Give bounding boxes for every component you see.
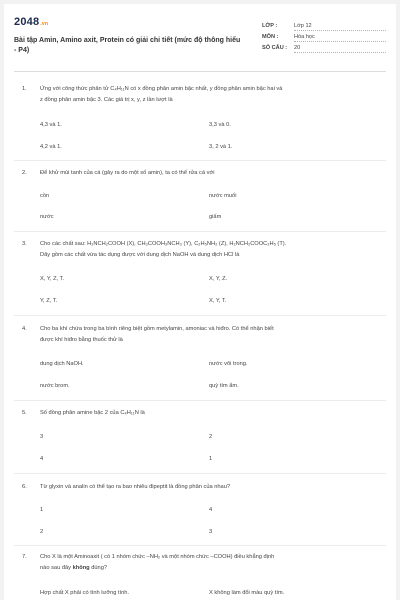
question-stem [40, 239, 386, 261]
question-number: 3. [22, 241, 27, 247]
answer-option[interactable]: 3 [40, 434, 44, 440]
question-stem [40, 552, 386, 574]
answer-option[interactable]: Y, Z, T. [40, 298, 58, 304]
question-separator [14, 545, 386, 546]
answer-option[interactable]: giấm [209, 214, 222, 220]
answer-option[interactable]: 3,3 và 0. [209, 122, 231, 128]
answer-option[interactable]: X, Y, T. [209, 298, 227, 304]
answer-option[interactable]: 4,3 và 1. [40, 122, 62, 128]
stem-line: z đồng phân amin bậc 3. Các giá trị x, y, z lần lượt là [40, 97, 173, 103]
question-separator [14, 231, 386, 232]
question-number: 2. [22, 170, 27, 176]
meta-value: 20 [294, 45, 301, 51]
question-stem [40, 408, 386, 419]
stem-line [40, 563, 386, 574]
answer-option[interactable]: quỳ tím ẩm. [209, 383, 239, 389]
answer-option[interactable]: 4,2 và 1. [40, 144, 62, 150]
meta-value: Hóa học [294, 34, 315, 40]
stem-line: Số đồng phân amine bậc 2 của C₄H₁₁N là [40, 410, 145, 416]
meta-label: SỐ CÂU : [262, 45, 288, 51]
question-number: 7. [22, 554, 27, 560]
answer-option[interactable]: cồn [40, 193, 50, 199]
question-number: 1. [22, 86, 27, 92]
question-stem [40, 324, 386, 346]
answer-option[interactable]: 1 [209, 456, 213, 462]
answer-option[interactable]: X, Y, Z. [209, 276, 228, 282]
meta-underline [294, 41, 386, 42]
answer-option[interactable]: 4 [209, 507, 213, 513]
stem-line: Cho các chất sau: H₂NCH₂COOH (X), CH₃COOH₃NCH₃ (Y), C₂H₅NH₂ (Z), H₂NCH₂COOC₂H₅ (T). [40, 241, 287, 247]
answer-option[interactable]: 2 [209, 434, 213, 440]
stem-text: nào sau đây [40, 565, 73, 571]
meta-label: LỚP : [262, 23, 278, 29]
header-divider [14, 71, 386, 72]
worksheet-title: Bài tập Amin, Amino axit, Protein có giải chi tiết (mức độ thông hiểu - P4) [14, 37, 241, 54]
answer-option[interactable]: X không làm đổi màu quỳ tím. [209, 590, 285, 596]
question-stem [40, 84, 386, 106]
question-stem [40, 168, 386, 179]
logo-text: 2048 [14, 16, 40, 28]
question-separator [14, 160, 386, 161]
answer-option[interactable]: 1 [40, 507, 44, 513]
question-number: 6. [22, 484, 27, 490]
meta-underline [294, 30, 386, 31]
stem-line: Cho ba khí chứa trong ba bình riêng biệt gồm metylamin, amoniac và hiđro. Có thể nhận biết [40, 326, 274, 332]
stem-line: Từ glyxin và analin có thể tạo ra bao nhiêu đipeptit là đồng phân của nhau? [40, 484, 231, 490]
stem-line: Ứng với công thức phân tử C₄H₁₁N có x đồng phân amin bậc nhất, y đồng phân amin bậc hai và [40, 86, 283, 92]
stem-text: đúng? [89, 565, 108, 571]
answer-option[interactable]: X, Y, Z, T. [40, 276, 65, 282]
question-number: 4. [22, 326, 27, 332]
question-stem [40, 482, 386, 493]
question-separator [14, 315, 386, 316]
worksheet-meta [262, 21, 386, 54]
stem-line: Để khử mùi tanh của cá (gây ra do một số amin), ta có thể rửa cá với [40, 170, 215, 176]
answer-option[interactable]: nước muối [209, 193, 237, 199]
worksheet-page [4, 4, 396, 600]
stem-line: Cho X là một Aminoaxit ( có 1 nhóm chức –NH₂ và một nhóm chức –COOH) điều khẳng định [40, 554, 275, 560]
answer-option[interactable]: 3, 2 và 1. [209, 144, 233, 150]
meta-value: Lớp 12 [294, 23, 312, 29]
stem-line: được khí hiđro bằng thuốc thử là [40, 337, 123, 343]
meta-label: MÔN : [262, 34, 279, 40]
worksheet-header [14, 12, 386, 62]
answer-option[interactable]: Hợp chất X phải có tính lưỡng tính. [40, 590, 130, 596]
stem-line: Dãy gồm các chất vừa tác dụng được với dung dịch NaOH và dung dịch HCl là [40, 252, 240, 258]
question-separator [14, 400, 386, 401]
answer-option[interactable]: 2 [40, 529, 44, 535]
question-number: 5. [22, 410, 27, 416]
answer-option[interactable]: nước [40, 214, 54, 220]
answer-option[interactable]: 4 [40, 456, 44, 462]
logo-suffix: .vn [40, 21, 49, 27]
stem-emphasis: không [72, 565, 90, 571]
answer-option[interactable]: 3 [209, 529, 213, 535]
answer-option[interactable]: nước vôi trong. [209, 361, 248, 367]
question-separator [14, 473, 386, 474]
meta-class [262, 21, 386, 32]
meta-question-count [262, 43, 386, 54]
site-logo[interactable] [14, 16, 48, 28]
answer-option[interactable]: dung dịch NaOH. [40, 361, 84, 367]
meta-underline [294, 52, 386, 53]
meta-subject [262, 32, 386, 43]
answer-option[interactable]: nước brom. [40, 383, 70, 389]
